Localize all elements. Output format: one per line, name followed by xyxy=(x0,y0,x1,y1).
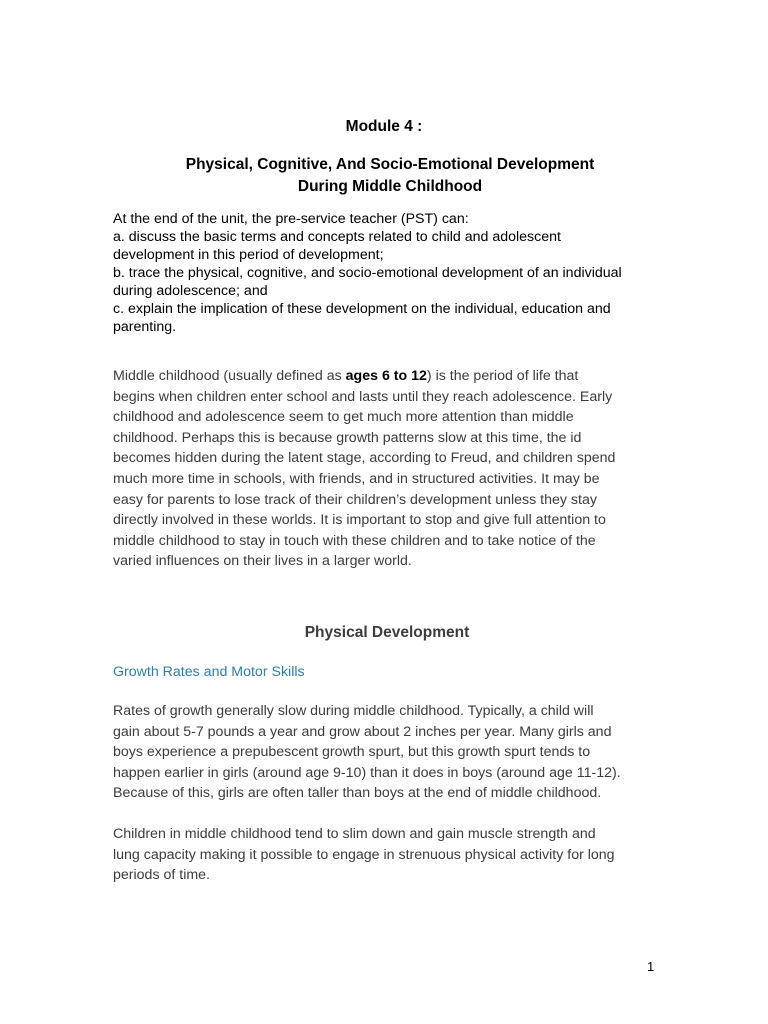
module-title: Module 4 : xyxy=(345,118,423,135)
intro-line xyxy=(113,366,673,387)
objective-line: a. discuss the basic terms and concepts related to child and adolescent xyxy=(113,229,561,245)
intro-line: middle childhood to stay in touch with these children and to take notice of the xyxy=(113,532,596,549)
intro-line: much more time in schools, with friends, and in structured activities. It may be xyxy=(113,470,600,487)
intro-line: begins when children enter school and lasts until they reach adolescence. Early xyxy=(113,388,613,405)
intro-line: varied influences on their lives in a larger world. xyxy=(113,553,412,570)
objective-line: At the end of the unit, the pre-service teacher (PST) can: xyxy=(113,211,469,227)
section-heading: Physical Development xyxy=(304,624,470,641)
objective-line: during adolescence; and xyxy=(113,283,268,299)
muscle-strength-paragraph xyxy=(113,824,673,886)
intro-paragraph xyxy=(113,366,673,572)
paragraph-line: Rates of growth generally slow during middle childhood. Typically, a child will xyxy=(113,703,594,719)
ages-highlight: ages 6 to 12 xyxy=(345,368,427,384)
objective-line: development in this period of development; xyxy=(113,247,384,263)
objective-line: parenting. xyxy=(113,319,177,335)
intro-text: ) is the period of life that xyxy=(426,368,579,384)
paragraph-line: lung capacity making it possible to engage in strenuous physical activity for long xyxy=(113,846,615,863)
paragraph-line: periods of time. xyxy=(113,867,210,884)
paragraph-line: boys experience a prepubescent growth spurt, but this growth spurt tends to xyxy=(113,744,591,761)
paragraph-line: happen earlier in girls (around age 9-10) than it does in boys (around age 11-12). xyxy=(113,764,621,781)
intro-line: becomes hidden during the latent stage, according to Freud, and children spend xyxy=(113,450,616,467)
growth-rates-paragraph xyxy=(113,701,673,804)
objective-line: b. trace the physical, cognitive, and socio-emotional development of an individual xyxy=(113,265,622,281)
page-number: 1 xyxy=(647,959,655,974)
subsection-heading: Growth Rates and Motor Skills xyxy=(113,664,305,680)
objective-line: c. explain the implication of these development on the individual, education and xyxy=(113,301,611,317)
learning-objectives xyxy=(113,210,673,336)
main-title-line: During Middle Childhood xyxy=(297,178,483,195)
paragraph-line: gain about 5-7 pounds a year and grow about 2 inches per year. Many girls and xyxy=(113,723,612,740)
intro-line: childhood and adolescence seem to get much more attention than middle xyxy=(113,409,574,426)
intro-line: directly involved in these worlds. It is important to stop and give full attention to xyxy=(113,512,606,529)
main-title xyxy=(100,154,680,198)
paragraph-line: Because of this, girls are often taller than boys at the end of middle childhood. xyxy=(113,785,602,802)
intro-line: childhood. Perhaps this is because growth patterns slow at this time, the id xyxy=(113,429,582,446)
intro-text: Middle childhood (usually defined as xyxy=(113,368,346,384)
main-title-line: Physical, Cognitive, And Socio-Emotional Development xyxy=(185,156,595,173)
paragraph-line: Children in middle childhood tend to slim down and gain muscle strength and xyxy=(113,826,596,842)
intro-line: easy for parents to lose track of their children’s development unless they stay xyxy=(113,491,597,508)
